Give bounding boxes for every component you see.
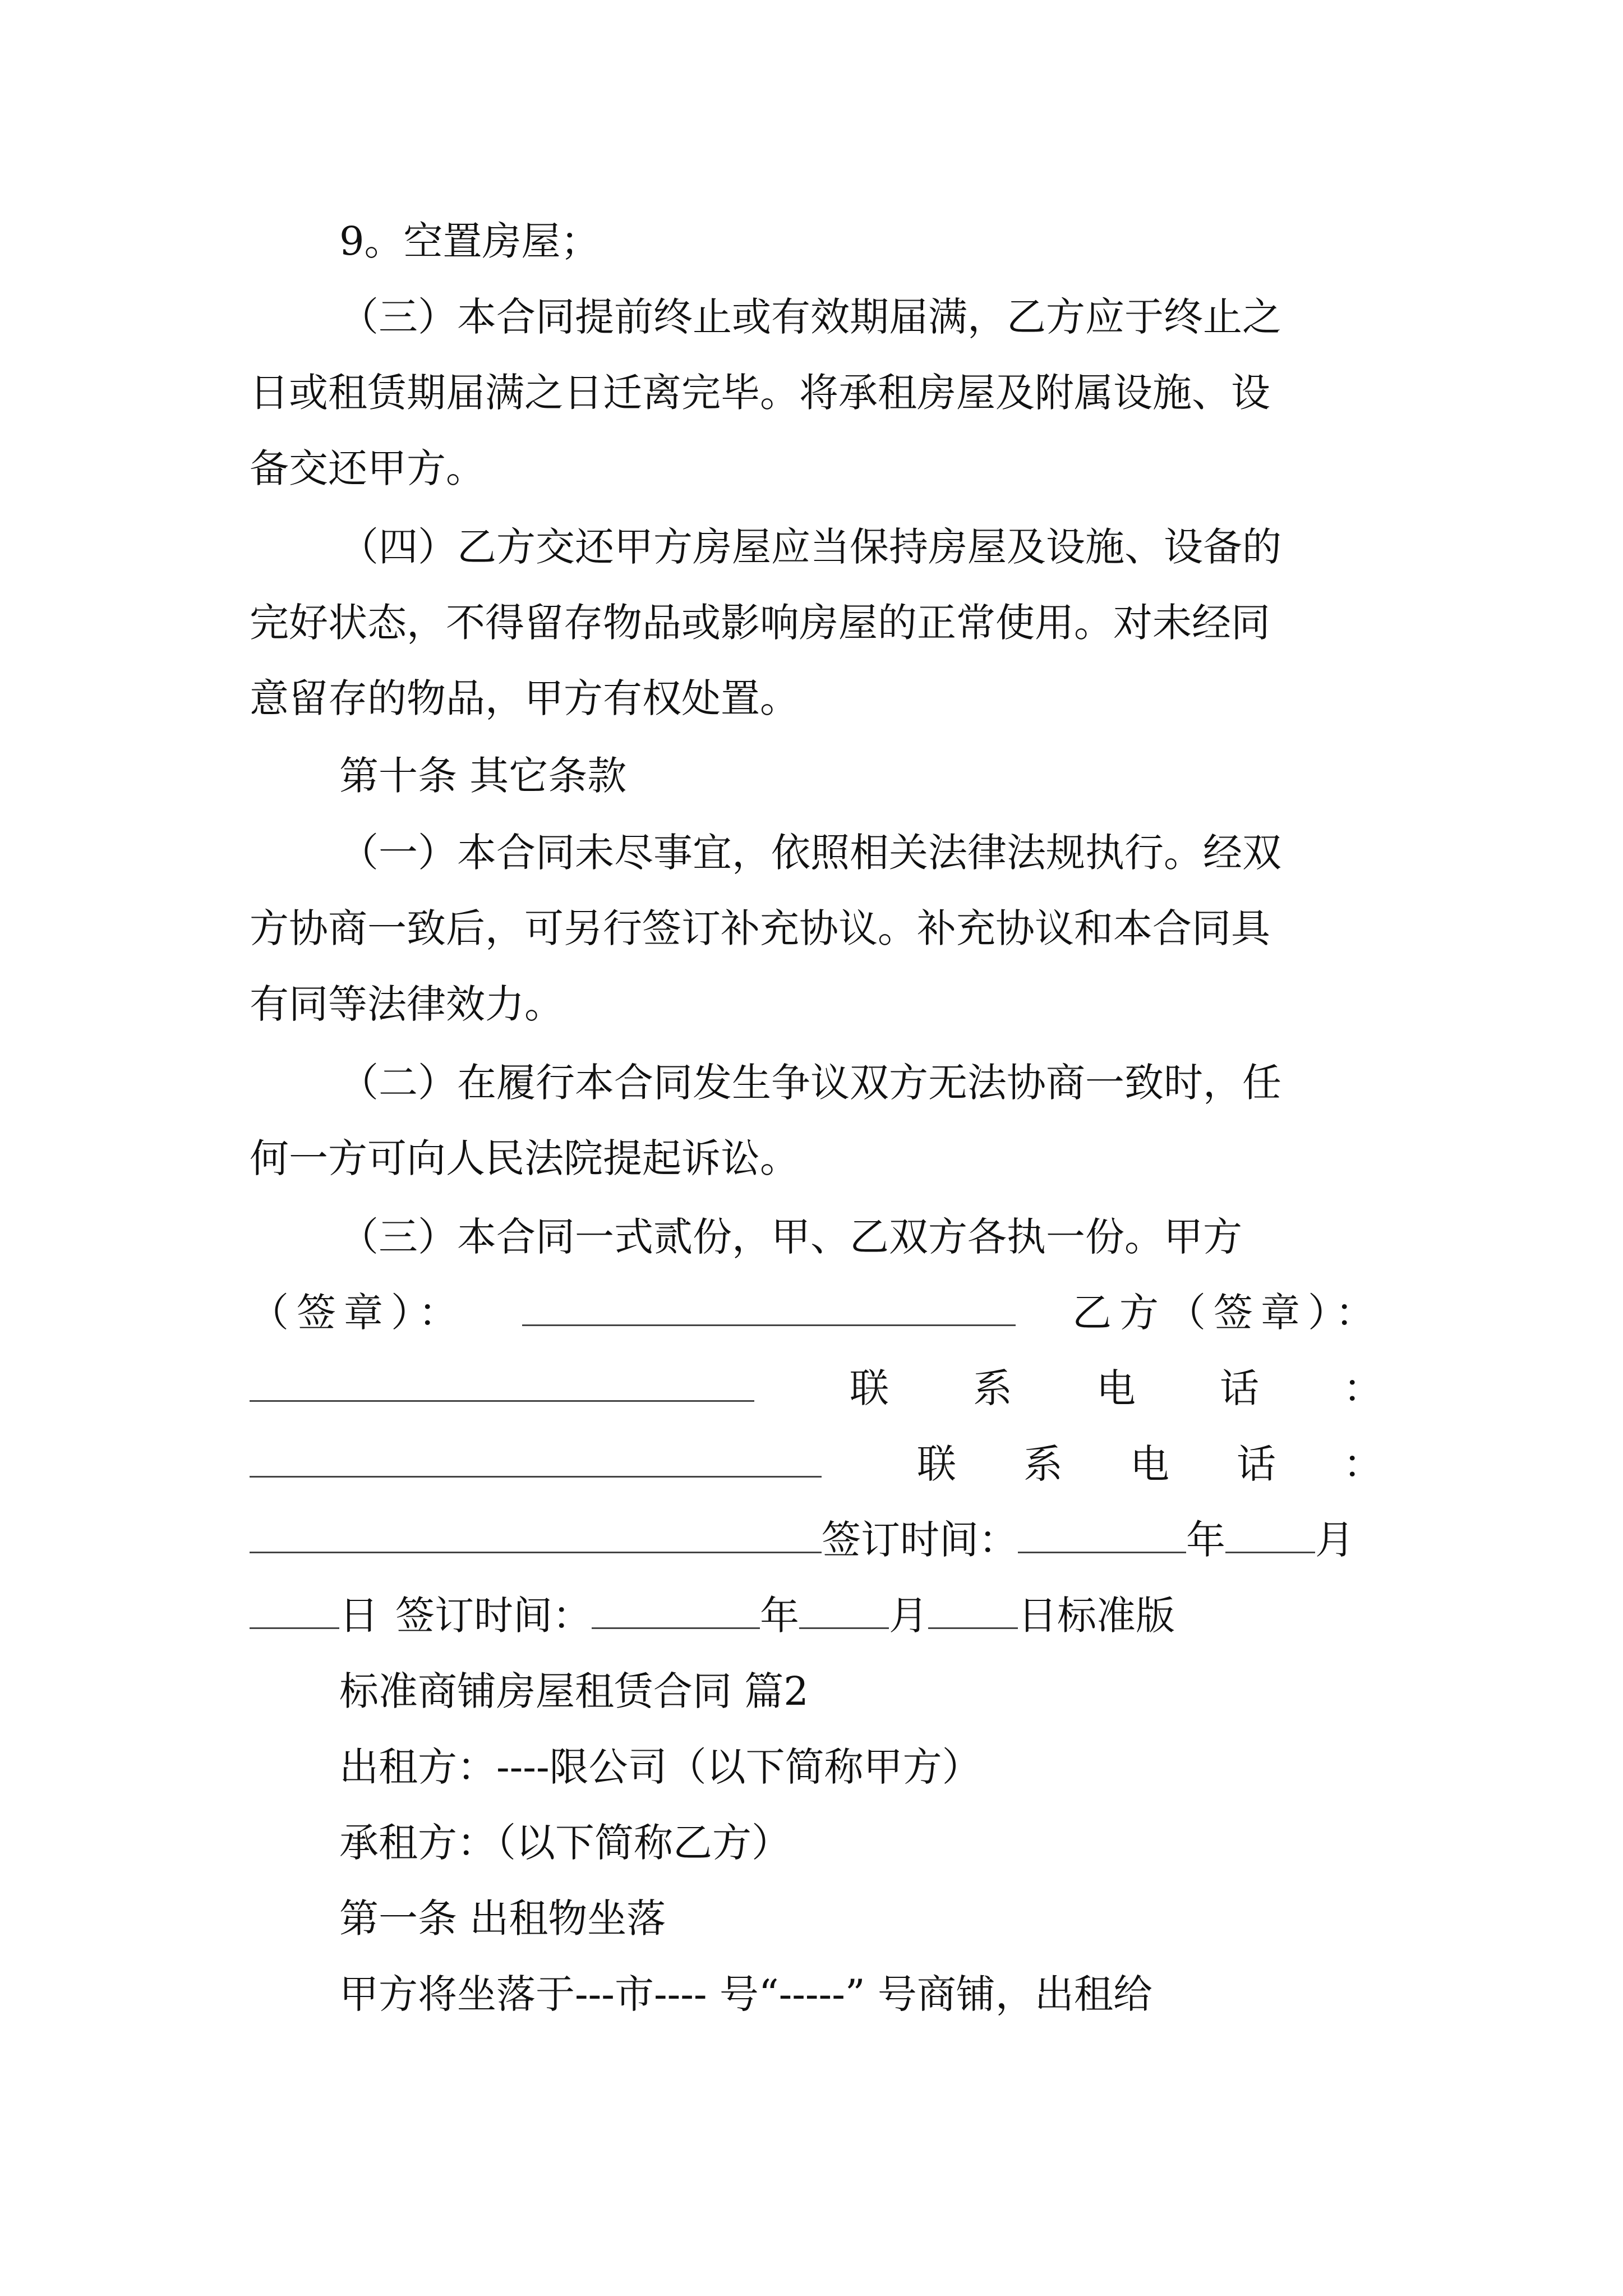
signature-row-4 (250, 1515, 1382, 1565)
party-b-sign-label: 乙方（签章）： (1072, 1290, 1382, 1336)
party-b-day-label: 日标准版 (1018, 1593, 1175, 1639)
paragraph-3-line-2: 日或租赁期届满之日迁离完毕。将承租房屋及附属设施、设 (250, 370, 1270, 416)
party-b-phone-blank[interactable] (250, 1516, 822, 1553)
party-a-phone-label: 联系电话： (850, 1365, 1467, 1411)
party-a-sign-label: （签章）： (250, 1290, 465, 1336)
paragraph-4-line-1: （四）乙方交还甲方房屋应当保持房屋及设施、设备的 (339, 524, 1281, 570)
article-10-para-2-line-2: 何一方可向人民法院提起诉讼。 (250, 1135, 799, 1181)
party-a-month-blank[interactable] (1225, 1516, 1315, 1553)
section-2-title: 标准商铺房屋租赁合同 篇2 (339, 1668, 809, 1714)
party-b-sign-blank[interactable] (250, 1364, 754, 1402)
party-b-day-blank[interactable] (928, 1591, 1018, 1629)
party-b-year-blank[interactable] (592, 1591, 760, 1629)
signature-row-2 (250, 1363, 1467, 1414)
party-a-year-blank[interactable] (1018, 1516, 1186, 1553)
party-b-month-label: 月 (889, 1593, 928, 1639)
party-a-day-label: 日 (339, 1593, 379, 1639)
lessee-line: 承租方：（以下简称乙方） (339, 1820, 791, 1866)
paragraph-4-line-3: 意留存的物品，甲方有权处置。 (250, 675, 799, 721)
signature-row-3 (250, 1439, 1450, 1489)
party-b-month-blank[interactable] (799, 1591, 889, 1629)
item-9-line: 9。空置房屋； (339, 218, 600, 264)
article-10-para-1-line-2: 方协商一致后，可另行签订补充协议。补充协议和本合同具 (250, 905, 1270, 951)
signature-row-5 (250, 1590, 1382, 1641)
article-10-para-3-line-1: （三）本合同一式贰份，甲、乙双方各执一份。甲方 (339, 1214, 1242, 1260)
signature-row-1 (250, 1287, 1382, 1338)
party-a-sign-time-label: 签订时间： (822, 1517, 1018, 1563)
party-a-day-blank[interactable] (250, 1591, 339, 1629)
party-a-year-label: 年 (1186, 1517, 1225, 1563)
party-b-phone-label: 联系电话： (917, 1441, 1450, 1487)
party-a-phone-blank[interactable] (250, 1440, 822, 1478)
paragraph-4-line-2: 完好状态，不得留存物品或影响房屋的正常使用。对未经同 (250, 600, 1270, 646)
lessor-line: 出租方：----限公司（以下简称甲方） (339, 1744, 981, 1790)
article-10-para-1-line-1: （一）本合同未尽事宜，依照相关法律法规执行。经双 (339, 830, 1281, 876)
party-b-year-label: 年 (760, 1593, 799, 1639)
article-10-title: 第十条 其它条款 (339, 753, 627, 799)
party-a-sign-blank[interactable] (522, 1289, 1016, 1326)
paragraph-3-line-1: （三）本合同提前终止或有效期届满，乙方应于终止之 (339, 294, 1281, 340)
party-a-month-label: 月 (1315, 1517, 1354, 1563)
party-b-sign-time-label: 签订时间： (395, 1593, 592, 1639)
article-10-para-2-line-1: （二）在履行本合同发生争议双方无法协商一致时，任 (339, 1060, 1281, 1106)
paragraph-3-line-3: 备交还甲方。 (250, 445, 485, 491)
article-10-para-1-line-3: 有同等法律效力。 (250, 981, 564, 1027)
article-1-text: 甲方将坐落于---市---- 号“-----” 号商铺，出租给 (339, 1971, 1152, 2017)
article-1-title: 第一条 出租物坐落 (339, 1895, 666, 1941)
